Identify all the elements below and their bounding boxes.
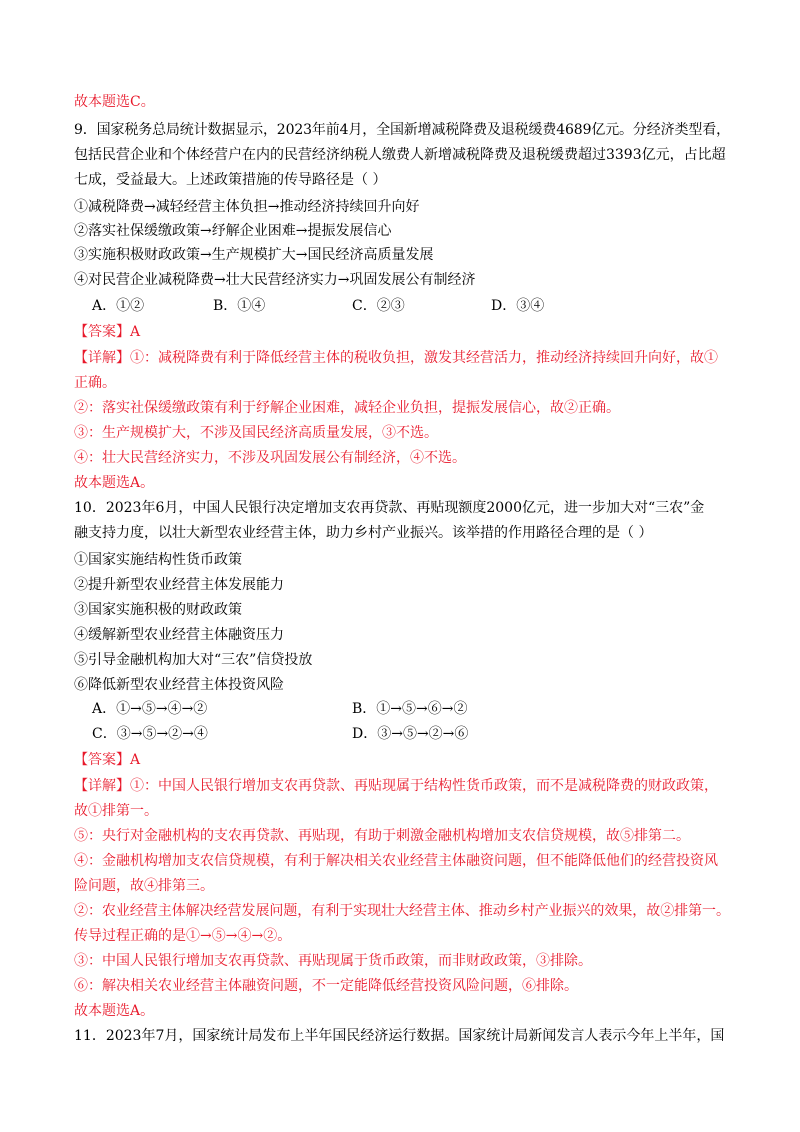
q10-explain-line: 故①排第一。	[74, 803, 158, 819]
q10-conclusion: 故本题选A。	[74, 1003, 155, 1019]
q10-explain-line: ⑥：解决相关农业经营主体融资问题，不一定能降低经营投资风险问题，⑥排除。	[74, 978, 578, 994]
q9-stem-line: 包括民营企业和个体经营户在内的民营经济纳税人缴费人新增减税降费及退税缓费超过3393亿元，占比超	[74, 147, 726, 163]
q10-item: ②提升新型农业经营主体发展能力	[74, 577, 284, 593]
q9-stem-line: 9．国家税务总局统计数据显示，2023年前4月，全国新增减税降费及退税缓费4689亿元。分经济类型看，	[74, 122, 730, 138]
q10-stem-line: 融支持力度，以壮大新型农业经营主体，助力乡村产业振兴。该举措的作用路径合理的是（ ）	[74, 525, 653, 541]
q10-item: ⑥降低新型农业经营主体投资风险	[74, 677, 284, 693]
q9-stem-line: 七成，受益最大。上述政策措施的传导路径是（ ）	[74, 172, 387, 188]
q9-option-b: B．①④	[213, 298, 266, 314]
q10-item: ③国家实施积极的财政政策	[74, 602, 242, 618]
q10-explain-line: ⑤：央行对金融机构的支农再贷款、再贴现，有助于刺激金融机构增加支农信贷规模，故⑤排第二。	[74, 828, 690, 844]
q10-explain-line: 传导过程正确的是①→⑤→④→②。	[74, 928, 292, 944]
q9-explain-line: ②：落实社保缓缴政策有利于纾解企业困难，减轻企业负担，提振发展信心，故②正确。	[74, 400, 620, 416]
prev-conclusion: 故本题选C。	[74, 94, 155, 110]
q10-option-b: B．①→⑤→⑥→②	[352, 701, 468, 717]
q10-option-c: C．③→⑤→②→④	[92, 726, 208, 742]
q9-item: ②落实社保缓缴政策→纾解企业困难→提振发展信心	[74, 223, 392, 239]
q11-stem-line: 11．2023年7月，国家统计局发布上半年国民经济运行数据。国家统计局新闻发言人表示今年上半年，国	[74, 1028, 725, 1044]
q9-conclusion: 故本题选A。	[74, 475, 155, 491]
q9-item: ④对民营企业减税降费→壮大民营经济实力→巩固发展公有制经济	[74, 272, 476, 288]
q9-item: ③实施积极财政政策→生产规模扩大→国民经济高质量发展	[74, 247, 434, 263]
q9-explain-line: ③：生产规模扩大，不涉及国民经济高质量发展，③不选。	[74, 425, 438, 441]
q10-answer: 【答案】A	[74, 752, 141, 768]
q10-stem-line: 10．2023年6月，中国人民银行决定增加支农再贷款、再贴现额度2000亿元，进一步加大对“三农”金	[74, 500, 705, 516]
q10-option-a: A．①→⑤→④→②	[92, 701, 208, 717]
q10-option-d: D．③→⑤→②→⑥	[352, 726, 469, 742]
q9-option-c: C．②③	[352, 298, 405, 314]
q10-item: ①国家实施结构性货币政策	[74, 552, 242, 568]
q10-item: ⑤引导金融机构加大对“三农”信贷投放	[74, 652, 313, 668]
q9-option-d: D．③④	[491, 298, 545, 314]
q9-explain-line: ④：壮大民营经济实力，不涉及巩固发展公有制经济，④不选。	[74, 450, 466, 466]
q10-explain-line: 险问题，故④排第三。	[74, 878, 214, 894]
q9-explain-line: 【详解】①：减税降费有利于降低经营主体的税收负担，激发其经营活力，推动经济持续回升向好，故①	[74, 350, 718, 366]
q9-option-a: A．①②	[92, 298, 145, 314]
q10-explain-line: ③：中国人民银行增加支农再贷款、再贴现属于货币政策，而非财政政策，③排除。	[74, 953, 592, 969]
q10-item: ④缓解新型农业经营主体融资压力	[74, 627, 284, 643]
q10-explain-line: ②：农业经营主体解决经营发展问题，有利于实现壮大经营主体、推动乡村产业振兴的效果，故②排第一。	[74, 903, 730, 919]
q10-explain-line: ④：金融机构增加支农信贷规模，有利于解决相关农业经营主体融资问题，但不能降低他们的经营投资风	[74, 853, 718, 869]
q9-item: ①减税降费→减轻经营主体负担→推动经济持续回升向好	[74, 199, 420, 215]
q10-explain-line: 【详解】①：中国人民银行增加支农再贷款、再贴现属于结构性货币政策，而不是减税降费的财政政策，	[74, 778, 718, 794]
q9-explain-line: 正确。	[74, 375, 116, 391]
q9-answer: 【答案】A	[74, 324, 141, 340]
